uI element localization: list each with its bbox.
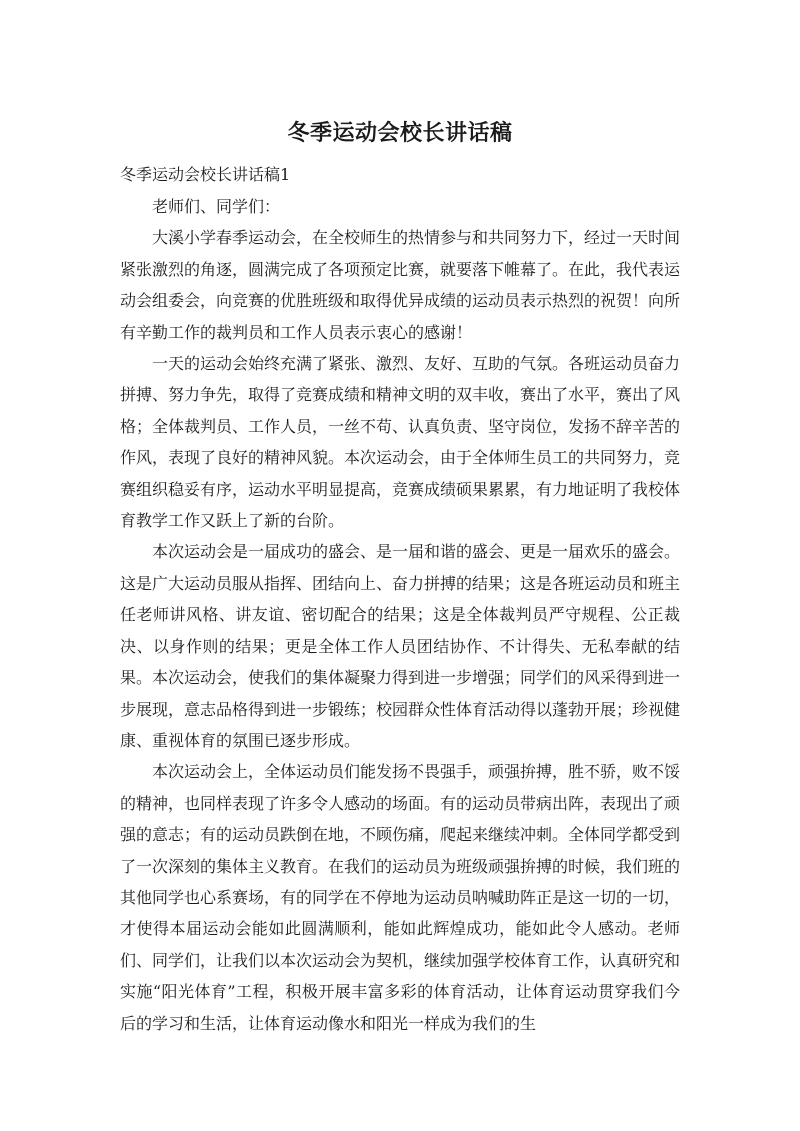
body-paragraph: 本次运动会上，全体运动员们能发扬不畏强手，顽强拚搏，胜不骄，败不馁的精神，也同样表现了许多令人感动的场面。有的运动员带病出阵，表现出了顽强的意志；有的运动员跌倒在地，不顾伤痛，爬起来继续冲刺。全体同学都受到了一次深刻的集体主义教育。在我们的运动员为班级顽强拚搏的时候，我们班的其他同学也心系赛场，有的同学在不停地为运动员呐喊助阵正是这一切的一切，才使得本届运动会能如此圆满顺利，能如此辉煌成功，能如此令人感动。老师们、同学们，让我们以本次运动会为契机，继续加强学校体育工作，认真研究和实施“阳光体育”工程，积极开展丰富多彩的体育活动，让体育运动贯穿我们今后的学习和生活，让体育运动像水和阳光一样成为我们的生 xyxy=(120,762,681,1033)
body-paragraph: 一天的运动会始终充满了紧张、激烈、友好、互助的气氛。各班运动员奋力拼搏、努力争先，取得了竞赛成绩和精神文明的双丰收，赛出了水平，赛出了风格；全体裁判员、工作人员，一丝不苟、认真负责、坚守岗位，发扬不辞辛苦的作风，表现了良好的精神风貌。本次运动会，由于全体师生员工的共同努力，竞赛组织稳妥有序，运动水平明显提高，竞赛成绩硕果累累，有力地证明了我校体育教学工作又跃上了新的台阶。 xyxy=(120,354,681,531)
document-subtitle: 冬季运动会校长讲话稿1 xyxy=(120,165,291,184)
body-paragraph: 本次运动会是一届成功的盛会、是一届和谐的盛会、更是一届欢乐的盛会。这是广大运动员服从指挥、团结向上、奋力拼搏的结果；这是各班运动员和班主任老师讲风格、讲友谊、密切配合的结果；这是全体裁判员严守规程、公正裁决、以身作则的结果；更是全体工作人员团结协作、不计得失、无私奉献的结果。本次运动会，使我们的集体凝聚力得到进一步增强；同学们的风采得到进一步展现，意志品格得到进一步锻练；校园群众性体育活动得以蓬勃开展；珍视健康、重视体育的氛围已逐步形成。 xyxy=(120,542,681,750)
document-title: 冬季运动会校长讲话稿 xyxy=(287,121,513,146)
document-body xyxy=(120,191,680,1039)
body-paragraph: 大溪小学春季运动会，在全校师生的热情参与和共同努力下，经过一天时间紧张激烈的角逐，圆满完成了各项预定比赛，就要落下帷幕了。在此，我代表运动会组委会，向竞赛的优胜班级和取得优异成绩的运动员表示热烈的祝贺！向所有辛勤工作的裁判员和工作人员表示衷心的感谢！ xyxy=(120,228,681,342)
salutation-paragraph: 老师们、同学们： xyxy=(152,197,281,216)
